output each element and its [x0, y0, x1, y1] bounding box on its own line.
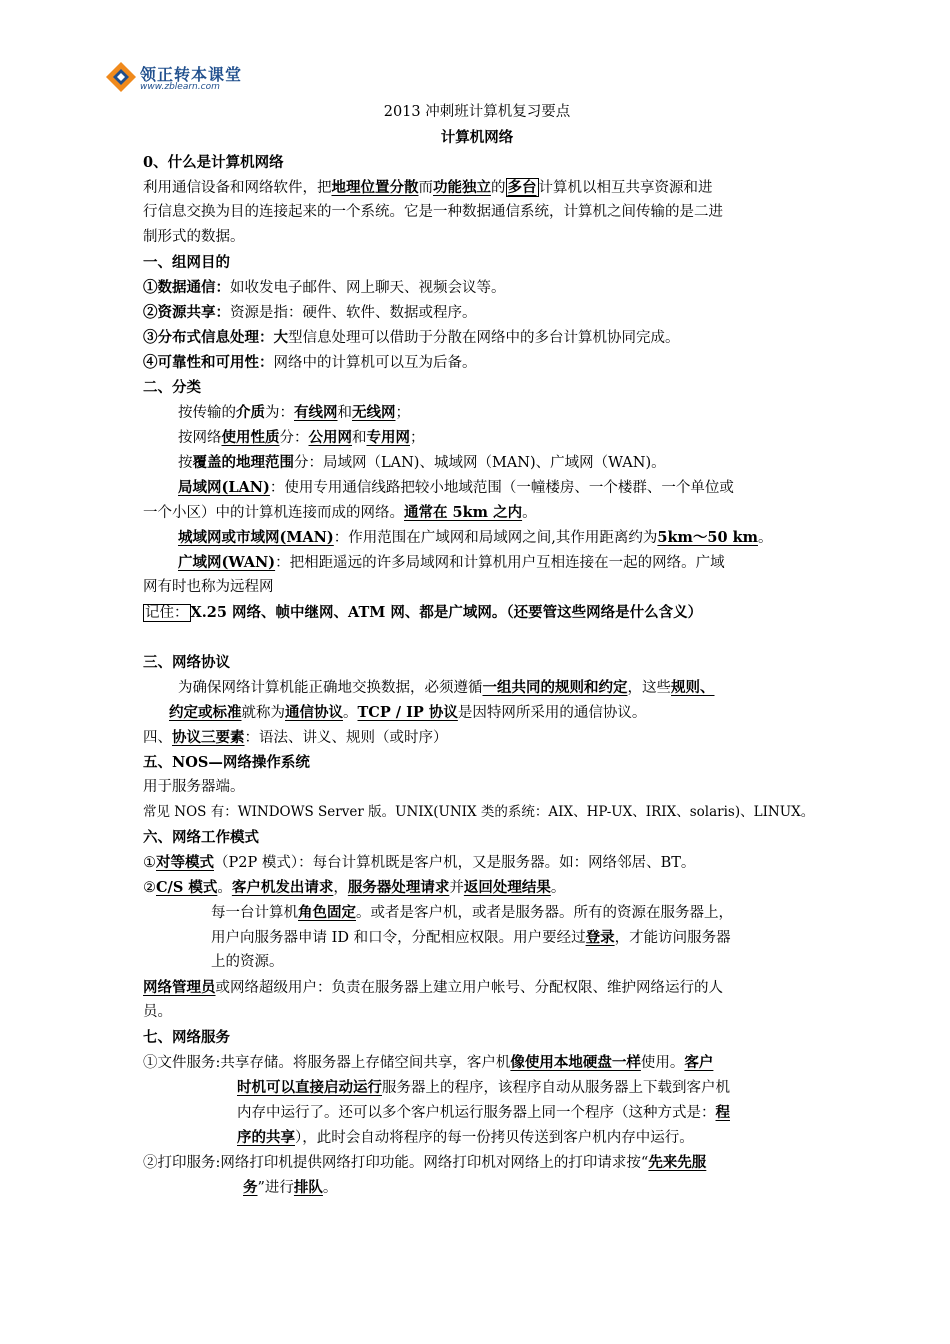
doc-title: 2013 冲刺班计算机复习要点: [383, 104, 571, 120]
text-run: 。或者是客户机，或者是服务器。所有的资源在服务器上，: [356, 905, 733, 921]
text-run: ；: [410, 430, 425, 446]
text-run: ，这些: [627, 680, 671, 696]
text-run: 并: [449, 880, 464, 896]
text-run: ①数据通信：: [143, 279, 230, 296]
paragraph-line: [143, 500, 811, 525]
text-run: 公用网: [308, 429, 352, 446]
text-run: 一组共同的规则和约定: [482, 679, 628, 696]
text-run: 网络中的计算机可以互为后备。: [273, 355, 477, 371]
text-run: 按网络: [178, 430, 222, 446]
paragraph-line: [143, 900, 811, 925]
text-run: 为：: [265, 405, 294, 421]
list-item: [143, 300, 811, 325]
text-run: 多台: [507, 179, 537, 196]
text-run: 广域网(WAN): [178, 554, 276, 571]
paragraph-line: [143, 525, 811, 550]
brand-logo: [104, 58, 244, 98]
section-heading: 六、网络工作模式: [143, 829, 259, 846]
paragraph-line: 员。: [143, 1004, 172, 1020]
text-run: 分：局域网（LAN)、城域网（MAN)、广域网（WAN)。: [294, 455, 666, 471]
text-run: 客户: [684, 1054, 714, 1071]
text-run: 和: [352, 430, 367, 446]
spacer: [143, 625, 811, 650]
text-run: 协议三要素: [172, 729, 245, 746]
text-run: 分：: [279, 430, 309, 446]
list-item: [143, 875, 811, 900]
document-body: [143, 100, 815, 1200]
text-run: 。: [322, 1180, 338, 1196]
text-run: 资源是指：硬件、软件、数据或程序。: [230, 305, 477, 321]
list-item: [143, 1150, 811, 1175]
text-run: ②资源共享：: [143, 304, 230, 321]
text-run: 登录: [585, 929, 615, 946]
text-run: ，: [333, 880, 348, 896]
text-run: 服务器处理请求: [347, 879, 450, 896]
paragraph-line: 常见 NOS 有：WINDOWS Server 版。UNIX(UNIX 类的系统：AIX、HP-UX、IRIX、solaris)、LINUX。: [143, 804, 815, 820]
text-run: 对等模式: [156, 854, 214, 871]
list-item: [143, 325, 811, 350]
section-heading: 0、什么是计算机网络: [143, 154, 284, 171]
text-run: ①文件服务:: [143, 1055, 221, 1071]
text-run: ：使用专用通信线路把较小地域范围（一幢楼房、一个楼群、一个单位或: [269, 480, 734, 496]
text-run: ②打印服务:: [143, 1155, 221, 1171]
text-run: 一个小区）中的计算机连接而成的网络。: [143, 505, 404, 521]
paragraph-line: [143, 425, 811, 450]
text-run: 如收发电子邮件、网上聊天、视频会议等。: [230, 280, 506, 296]
paragraph-line: 制形式的数据。: [143, 229, 245, 245]
text-run: 使用性质: [221, 429, 280, 446]
text-run: 规则、: [671, 679, 715, 696]
paragraph-line: [143, 675, 811, 700]
text-run: 程: [715, 1104, 730, 1121]
text-run: 每一台计算机: [211, 905, 298, 921]
text-run: 计算机以相互共享资源和进: [538, 180, 713, 196]
section-heading: 一、组网目的: [143, 254, 230, 271]
text-run: 利用通信设备和网络软件，把: [143, 180, 332, 196]
text-run: 5km～50 km: [657, 529, 758, 546]
text-run: 网络管理员: [143, 979, 216, 996]
paragraph-line: [143, 175, 811, 200]
text-run: 。: [522, 505, 537, 521]
text-run: 而: [418, 180, 433, 196]
text-run: 通常在 5km 之内: [404, 504, 523, 521]
text-run: 有线网: [294, 404, 338, 421]
paragraph-line: [143, 1100, 811, 1125]
text-run: 城域网或市域网(MAN): [178, 529, 334, 546]
paragraph-line: [143, 975, 811, 1000]
text-run: ，才能访问服务器: [614, 930, 731, 946]
text-run: 的: [491, 180, 506, 196]
section-heading: 三、网络协议: [143, 654, 230, 671]
text-run: 为确保网络计算机能正确地交换数据，必须遵循: [178, 680, 483, 696]
text-run: 返回处理结果: [463, 879, 551, 896]
text-run: 功能独立: [433, 179, 491, 196]
text-run: 像使用本地硬盘一样: [510, 1054, 641, 1071]
text-run: X.25 网络、帧中继网、ATM 网、都是广域网。（还要管这些网络是什么含义）: [190, 604, 703, 621]
paragraph-line: [143, 400, 811, 425]
paragraph-line: 用于服务器端。: [143, 779, 245, 795]
section-heading: [143, 725, 811, 750]
text-run: 客户机发出请求: [231, 879, 334, 896]
logo-name: 领正转本课堂: [140, 65, 243, 84]
section-heading: 七、网络服务: [143, 1029, 230, 1046]
text-run: 或网络超级用户：负责在服务器上建立用户帐号、分配权限、维护网络运行的人: [215, 980, 723, 996]
text-run: 型信息处理可以借助于分散在网络中的多台计算机协同完成。: [288, 330, 680, 346]
doc-subtitle: 计算机网络: [440, 129, 514, 146]
text-run: 覆盖的地理范围: [192, 454, 294, 471]
text-run: ①: [143, 855, 156, 871]
text-run: ：把相距遥远的许多局域网和计算机用户互相连接在一起的网络。广域: [275, 555, 725, 571]
text-run: 使用。: [640, 1055, 685, 1071]
list-item: [143, 1050, 811, 1075]
text-run: 角色固定: [298, 904, 356, 921]
text-run: 。: [343, 705, 358, 721]
paragraph-line: [143, 1125, 811, 1150]
text-run: 共享存储。将服务器上存储空间共享，客户机: [220, 1055, 511, 1071]
text-run: （P2P 模式）：每台计算机既是客户机，又是服务器。如：网络邻居、BT。: [214, 855, 696, 871]
text-run: 专用网: [366, 429, 410, 446]
paragraph-line: [143, 450, 811, 475]
text-run: ：作用范围在广域网和局域网之间,其作用距离约为: [333, 530, 658, 546]
section-heading: 五、NOS—网络操作系统: [143, 754, 310, 771]
text-run: 局域网(LAN): [178, 479, 270, 496]
logo-diamond-icon: [104, 60, 138, 94]
paragraph-line: [143, 1175, 811, 1200]
text-run: 和: [337, 405, 352, 421]
paragraph-line: 网有时也称为远程网: [143, 579, 274, 595]
text-run: ；: [395, 405, 410, 421]
text-run: ③分布式信息处理：大: [143, 329, 288, 346]
text-run: 是因特网所采用的通信协议。: [457, 705, 647, 721]
list-item: [143, 850, 811, 875]
paragraph-line: [143, 1075, 811, 1100]
text-run: 务: [243, 1179, 258, 1196]
text-run: 用户向服务器申请 ID 和口令，分配相应权限。用户要经过: [211, 930, 586, 946]
text-run: 通信协议: [285, 704, 343, 721]
text-run: 服务器上的程序，该程序自动从服务器上下载到客户机: [382, 1080, 730, 1096]
list-item: [143, 350, 811, 375]
paragraph-line: [143, 475, 811, 500]
text-run: ②: [143, 880, 156, 896]
text-run: ④可靠性和可用性：: [143, 354, 274, 371]
text-run: ），此时会自动将程序的每一份拷贝传送到客户机内存中运行。: [295, 1130, 694, 1146]
text-run: C/S 模式: [156, 879, 218, 896]
text-run: 先来先服: [648, 1154, 707, 1171]
text-run: 。: [217, 880, 232, 896]
paragraph-line: 行信息交换为目的连接起来的一个系统。它是一种数据通信系统，计算机之间传输的是二进: [143, 204, 723, 220]
text-run: 四、: [143, 730, 172, 746]
text-run: 按传输的: [178, 405, 236, 421]
text-run: 时机可以直接启动运行: [237, 1079, 382, 1096]
text-run: 按: [178, 455, 193, 471]
text-run: ：语法、讲义、规则（或时序）: [244, 730, 448, 746]
note-label: 记住：: [145, 605, 189, 621]
text-run: 介质: [236, 404, 265, 421]
paragraph-line: [143, 925, 811, 950]
paragraph-line: 上的资源。: [211, 954, 284, 970]
paragraph-line: [143, 700, 811, 725]
text-run: 就称为: [241, 705, 285, 721]
text-run: TCP / IP 协议: [357, 704, 458, 721]
note-line: [143, 600, 811, 625]
logo-url: www.zblearn.com: [140, 82, 220, 92]
text-run: 约定或标准: [169, 704, 242, 721]
section-heading: 二、分类: [143, 379, 201, 396]
text-run: 序的共享: [237, 1129, 295, 1146]
text-run: 网络打印机提供网络打印功能。网络打印机对网络上的打印请求按“: [220, 1155, 649, 1171]
text-run: 内存中运行了。还可以多个客户机运行服务器上同一个程序（这种方式是：: [237, 1105, 716, 1121]
paragraph-line: [143, 550, 811, 575]
list-item: [143, 275, 811, 300]
text-run: 无线网: [352, 404, 396, 421]
text-run: 地理位置分散: [331, 179, 419, 196]
text-run: 。: [757, 530, 773, 546]
text-run: 。: [550, 880, 566, 896]
text-run: 排队: [293, 1179, 323, 1196]
text-run: ”进行: [257, 1180, 294, 1196]
